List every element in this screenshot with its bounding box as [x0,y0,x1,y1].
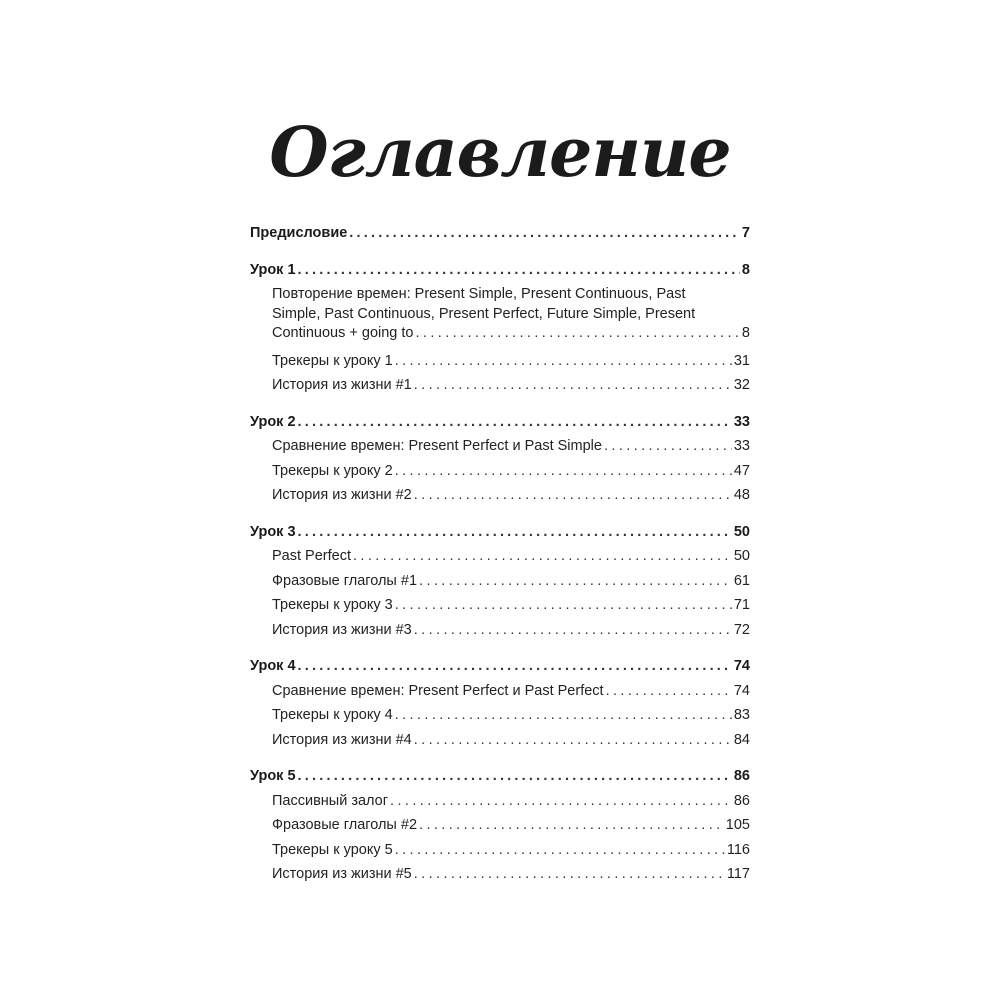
toc-entry-page: 117 [726,866,750,882]
dot-leader [298,258,740,283]
toc-entry-label: Трекеры к уроку 4 [272,707,393,723]
dot-leader [414,728,732,753]
toc-lesson-4[interactable] [250,654,750,679]
toc-entry[interactable] [250,862,750,887]
toc-entry[interactable] [250,618,750,643]
toc-entry-page: 31 [733,352,750,369]
toc-entry[interactable] [250,679,750,704]
dot-leader [390,789,732,814]
table-of-contents [250,221,750,887]
page-title: Оглавление [269,113,731,193]
dot-leader [349,221,740,246]
dot-leader [298,520,732,545]
toc-entry-label: Сравнение времен: Present Perfect и Past Simple [272,438,602,454]
toc-lesson-page: 50 [733,523,750,540]
toc-entry-label: История из жизни #3 [272,621,412,638]
toc-entry-page: 72 [733,621,750,638]
toc-entry[interactable] [250,728,750,753]
toc-entry-page: 48 [733,487,750,503]
dot-leader [298,654,732,679]
toc-entry-page: 33 [733,438,750,454]
toc-lesson-page: 33 [733,413,750,430]
toc-entry-label: Пассивный залог [272,792,389,809]
dot-leader [395,703,732,728]
toc-entry[interactable] [250,349,750,374]
dot-leader [395,459,732,484]
toc-entry-label-line: Повторение времен: Present Simple, Present Continuous, Past [272,286,686,302]
dot-leader [604,434,732,459]
toc-entry-label: История из жизни #4 [272,731,412,748]
toc-entry[interactable] [250,569,750,594]
toc-entry-label: Continuous + going to [272,325,414,341]
toc-entry[interactable] [250,373,750,398]
dot-leader [414,483,732,508]
dot-leader [414,618,732,643]
toc-entry-label-line-last [250,324,750,344]
toc-entry-page: 74 [733,682,750,699]
toc-entry-page: 7 [741,225,750,241]
toc-entry-page: 116 [726,841,750,858]
toc-entry-page: 47 [733,462,750,479]
toc-lesson-page: 8 [741,261,750,278]
dot-leader [415,324,739,344]
toc-entry-tense-review[interactable] [250,282,750,344]
toc-entry[interactable] [250,789,750,814]
toc-lesson-label: Урок 5 [250,768,296,784]
toc-lesson-page: 86 [733,768,750,784]
dot-leader [298,410,732,435]
toc-entry-page: 84 [733,731,750,748]
toc-entry-page: 50 [733,548,750,564]
toc-lesson-label: Урок 4 [250,658,296,674]
toc-entry[interactable] [250,483,750,508]
toc-entry-label: Трекеры к уроку 5 [272,841,393,858]
toc-entry-label: История из жизни #2 [272,487,412,503]
toc-entry[interactable] [250,813,750,838]
toc-entry-label: Сравнение времен: Present Perfect и Past Perfect [272,682,604,699]
toc-entry-page: 8 [741,325,750,341]
toc-entry-label-line: Simple, Past Continuous, Present Perfect, Future Simple, Present [272,305,696,322]
toc-entry-preface[interactable] [250,221,750,246]
dot-leader [414,862,725,887]
toc-lesson-1[interactable] [250,258,750,283]
toc-entry-label: Фразовые глаголы #2 [272,817,418,833]
toc-entry[interactable] [250,459,750,484]
dot-leader [419,813,724,838]
dot-leader [414,373,732,398]
toc-lesson-label: Урок 2 [250,413,296,430]
toc-entry-label: Past Perfect [272,548,351,564]
toc-entry-label: Фразовые глаголы #1 [272,572,418,589]
toc-entry-page: 86 [733,792,750,809]
toc-entry-label: Трекеры к уроку 2 [272,462,393,479]
toc-entry[interactable] [250,434,750,459]
dot-leader [395,593,732,618]
dot-leader [353,544,732,569]
toc-entry-page: 105 [725,817,750,833]
toc-entry[interactable] [250,593,750,618]
toc-entry-label: Трекеры к уроку 3 [272,597,393,613]
toc-lesson-5[interactable] [250,764,750,789]
toc-entry-page: 32 [733,377,750,393]
toc-lesson-2[interactable] [250,410,750,435]
dot-leader [419,569,732,594]
toc-entry-page: 83 [733,707,750,723]
toc-lesson-label: Урок 1 [250,261,296,278]
toc-lesson-label: Урок 3 [250,523,296,540]
toc-entry-page: 71 [733,597,750,613]
toc-entry-page: 61 [733,572,750,589]
toc-entry-label: История из жизни #5 [272,866,412,882]
dot-leader [298,764,732,789]
toc-entry-label: История из жизни #1 [272,377,412,393]
dot-leader [606,679,732,704]
toc-entry-label: Трекеры к уроку 1 [272,352,393,369]
dot-leader [395,838,725,863]
toc-lesson-page: 74 [733,658,750,674]
toc-lesson-3[interactable] [250,520,750,545]
toc-entry-label: Предисловие [250,225,348,241]
toc-entry[interactable] [250,544,750,569]
toc-entry[interactable] [250,838,750,863]
toc-entry[interactable] [250,703,750,728]
dot-leader [395,349,732,374]
